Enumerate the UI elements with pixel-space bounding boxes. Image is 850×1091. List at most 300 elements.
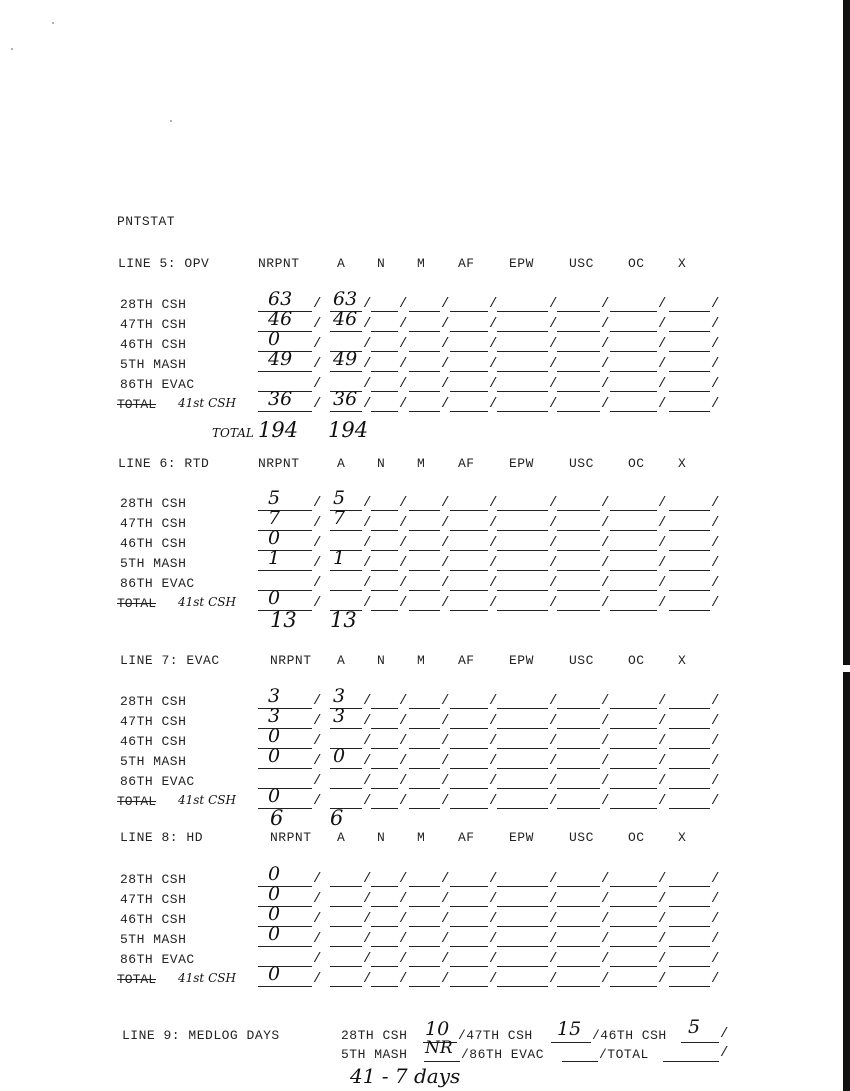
blank-separator: / <box>399 733 408 749</box>
entry-blank[interactable] <box>557 768 600 769</box>
entry-blank[interactable] <box>371 788 398 789</box>
entry-blank[interactable] <box>450 311 488 312</box>
entry-blank[interactable] <box>258 966 312 967</box>
entry-blank[interactable] <box>557 510 600 511</box>
row-unit: 5TH MASH <box>120 932 187 947</box>
entry-blank[interactable] <box>450 966 488 967</box>
entry-blank[interactable] <box>409 708 440 709</box>
entry-blank[interactable] <box>557 906 600 907</box>
blank-separator: / <box>711 316 720 332</box>
entry-blank[interactable] <box>330 768 362 769</box>
entry-blank[interactable] <box>371 886 398 887</box>
entry-blank[interactable] <box>258 570 312 571</box>
entry-blank[interactable] <box>610 728 657 729</box>
entry-nrpnt: 63 <box>268 288 293 310</box>
entry-blank[interactable] <box>669 530 710 531</box>
entry-blank[interactable] <box>610 906 657 907</box>
entry-blank[interactable] <box>669 570 710 571</box>
entry-blank[interactable] <box>371 768 398 769</box>
entry-blank[interactable] <box>371 331 398 332</box>
entry-blank[interactable] <box>409 311 440 312</box>
entry-blank[interactable] <box>557 808 600 809</box>
entry-blank[interactable] <box>409 768 440 769</box>
blank-separator: / <box>489 316 498 332</box>
entry-blank[interactable] <box>669 351 710 352</box>
entry-blank[interactable] <box>450 986 488 987</box>
entry-blank[interactable] <box>669 926 710 927</box>
entry-blank[interactable] <box>450 371 488 372</box>
column-header-oc: OC <box>628 830 645 845</box>
entry-blank[interactable] <box>557 788 600 789</box>
entry-blank[interactable] <box>610 550 657 551</box>
line9-28th-label: 28TH CSH <box>341 1028 408 1043</box>
entry-blank[interactable] <box>258 331 312 332</box>
entry-blank[interactable] <box>371 510 398 511</box>
entry-blank[interactable] <box>409 351 440 352</box>
entry-blank[interactable] <box>371 550 398 551</box>
entry-blank[interactable] <box>450 570 488 571</box>
entry-blank[interactable] <box>258 768 312 769</box>
blank-separator: / <box>601 336 610 352</box>
entry-blank[interactable] <box>669 986 710 987</box>
entry-blank[interactable] <box>409 590 440 591</box>
row-unit: 46TH CSH <box>120 337 187 352</box>
blank-separator: / <box>601 773 610 789</box>
blank-separator: / <box>489 931 498 947</box>
entry-blank[interactable] <box>450 946 488 947</box>
entry-blank[interactable] <box>258 906 312 907</box>
row-unit: 46TH CSH <box>120 912 187 927</box>
entry-blank[interactable] <box>258 926 312 927</box>
blank-separator: / <box>313 971 322 987</box>
entry-blank[interactable] <box>371 391 398 392</box>
entry-a: 36 <box>333 388 358 410</box>
blank-separator: / <box>363 396 372 412</box>
entry-blank[interactable] <box>557 728 600 729</box>
entry-blank[interactable] <box>371 926 398 927</box>
entry-blank[interactable] <box>610 966 657 967</box>
entry-blank[interactable] <box>610 708 657 709</box>
right-edge-bar <box>843 672 850 1091</box>
entry-blank[interactable] <box>450 906 488 907</box>
entry-blank[interactable] <box>409 331 440 332</box>
blank-separator: / <box>601 495 610 511</box>
blank-separator: / <box>489 356 498 372</box>
column-header-af: AF <box>458 456 475 471</box>
entry-blank[interactable] <box>669 311 710 312</box>
entry-blank[interactable] <box>610 788 657 789</box>
entry-nrpnt: 7 <box>268 507 281 529</box>
blank-separator: / <box>363 773 372 789</box>
entry-blank[interactable] <box>450 411 488 412</box>
entry-blank[interactable] <box>450 768 488 769</box>
entry-blank[interactable] <box>258 986 312 987</box>
entry-blank[interactable] <box>610 748 657 749</box>
entry-blank[interactable] <box>409 530 440 531</box>
entry-blank[interactable] <box>497 590 548 591</box>
column-header-epw: EPW <box>509 830 534 845</box>
blank-separator: / <box>601 515 610 531</box>
column-header-usc: USC <box>569 830 594 845</box>
entry-blank[interactable] <box>371 351 398 352</box>
blank-separator: / <box>313 396 322 412</box>
entry-blank[interactable] <box>557 371 600 372</box>
speck <box>52 22 54 24</box>
blank-separator: / <box>658 515 667 531</box>
entry-blank[interactable] <box>371 808 398 809</box>
entry-blank[interactable] <box>610 590 657 591</box>
entry-blank[interactable] <box>669 946 710 947</box>
entry-blank[interactable] <box>497 610 548 611</box>
entry-blank[interactable] <box>610 926 657 927</box>
blank-separator: / <box>313 376 322 392</box>
entry-blank[interactable] <box>450 351 488 352</box>
blank-separator: / <box>711 535 720 551</box>
row-unit: 47TH CSH <box>120 714 187 729</box>
entry-blank[interactable] <box>610 808 657 809</box>
entry-blank[interactable] <box>450 926 488 927</box>
blank-separator: / <box>601 971 610 987</box>
blank-separator: / <box>658 971 667 987</box>
column-header-usc: USC <box>569 653 594 668</box>
entry-blank[interactable] <box>557 966 600 967</box>
page-title: PNTSTAT <box>117 214 176 229</box>
entry-blank[interactable] <box>409 946 440 947</box>
speck <box>170 120 172 122</box>
entry-blank[interactable] <box>450 530 488 531</box>
entry-blank[interactable] <box>669 906 710 907</box>
entry-blank[interactable] <box>610 311 657 312</box>
entry-blank[interactable] <box>450 788 488 789</box>
entry-blank[interactable] <box>497 946 548 947</box>
entry-blank[interactable] <box>557 986 600 987</box>
entry-blank[interactable] <box>557 610 600 611</box>
entry-blank[interactable] <box>557 351 600 352</box>
blank-separator: / <box>549 595 558 611</box>
annotation-a-sum: 6 <box>330 806 344 830</box>
entry-blank[interactable] <box>258 530 312 531</box>
line9-46th-field[interactable] <box>681 1042 719 1043</box>
entry-blank[interactable] <box>669 391 710 392</box>
line9-28th-value: 10 <box>425 1018 450 1040</box>
entry-blank[interactable] <box>669 510 710 511</box>
entry-blank[interactable] <box>610 610 657 611</box>
entry-blank[interactable] <box>497 570 548 571</box>
entry-blank[interactable] <box>557 391 600 392</box>
entry-blank[interactable] <box>610 331 657 332</box>
blank-separator: / <box>399 971 408 987</box>
entry-blank[interactable] <box>497 906 548 907</box>
blank-separator: / <box>489 753 498 769</box>
blank-separator: / <box>399 793 408 809</box>
entry-blank[interactable] <box>557 311 600 312</box>
entry-blank[interactable] <box>610 946 657 947</box>
row-unit-handwritten: 41st CSH <box>178 396 236 410</box>
entry-blank[interactable] <box>330 590 362 591</box>
entry-blank[interactable] <box>669 708 710 709</box>
entry-blank[interactable] <box>450 708 488 709</box>
entry-blank[interactable] <box>497 966 548 967</box>
entry-blank[interactable] <box>497 510 548 511</box>
entry-blank[interactable] <box>497 926 548 927</box>
blank-separator: / <box>441 793 450 809</box>
entry-blank[interactable] <box>497 391 548 392</box>
entry-blank[interactable] <box>610 351 657 352</box>
blank-separator: / <box>549 495 558 511</box>
entry-blank[interactable] <box>409 391 440 392</box>
entry-blank[interactable] <box>409 808 440 809</box>
blank-separator: / <box>363 871 372 887</box>
column-header-epw: EPW <box>509 456 534 471</box>
entry-blank[interactable] <box>409 570 440 571</box>
entry-blank[interactable] <box>371 371 398 372</box>
blank-separator: / <box>658 316 667 332</box>
blank-separator: / <box>711 891 720 907</box>
entry-blank[interactable] <box>497 351 548 352</box>
entry-blank[interactable] <box>669 808 710 809</box>
annotation-total-label: TOTAL <box>212 426 254 440</box>
entry-blank[interactable] <box>669 610 710 611</box>
entry-blank[interactable] <box>669 590 710 591</box>
entry-blank[interactable] <box>610 768 657 769</box>
entry-blank[interactable] <box>371 946 398 947</box>
blank-separator: / <box>489 515 498 531</box>
entry-blank[interactable] <box>450 748 488 749</box>
entry-blank[interactable] <box>557 570 600 571</box>
entry-blank[interactable] <box>610 510 657 511</box>
entry-blank[interactable] <box>610 391 657 392</box>
entry-blank[interactable] <box>450 510 488 511</box>
entry-blank[interactable] <box>371 728 398 729</box>
entry-blank[interactable] <box>497 886 548 887</box>
entry-blank[interactable] <box>330 371 362 372</box>
entry-blank[interactable] <box>669 748 710 749</box>
entry-blank[interactable] <box>371 986 398 987</box>
entry-blank[interactable] <box>669 371 710 372</box>
entry-blank[interactable] <box>330 570 362 571</box>
entry-blank[interactable] <box>497 768 548 769</box>
entry-blank[interactable] <box>450 391 488 392</box>
entry-blank[interactable] <box>371 590 398 591</box>
entry-blank[interactable] <box>330 411 362 412</box>
entry-blank[interactable] <box>450 728 488 729</box>
entry-blank[interactable] <box>258 550 312 551</box>
entry-blank[interactable] <box>330 906 362 907</box>
entry-blank[interactable] <box>371 906 398 907</box>
entry-nrpnt: 0 <box>268 785 281 807</box>
entry-blank[interactable] <box>330 788 362 789</box>
entry-blank[interactable] <box>258 748 312 749</box>
entry-blank[interactable] <box>557 926 600 927</box>
entry-blank[interactable] <box>497 411 548 412</box>
blank-separator: / <box>711 911 720 927</box>
blank-separator: / <box>441 693 450 709</box>
entry-blank[interactable] <box>610 411 657 412</box>
entry-blank[interactable] <box>450 886 488 887</box>
blank-separator: / <box>363 336 372 352</box>
entry-blank[interactable] <box>497 371 548 372</box>
blank-separator: / <box>658 535 667 551</box>
entry-blank[interactable] <box>258 946 312 947</box>
blank-separator: / <box>489 555 498 571</box>
blank-separator: / <box>601 931 610 947</box>
line9-86th-field[interactable] <box>562 1061 598 1062</box>
row-unit-handwritten: 41st CSH <box>178 595 236 609</box>
entry-blank[interactable] <box>409 966 440 967</box>
entry-blank[interactable] <box>409 906 440 907</box>
blank-separator: / <box>658 296 667 312</box>
entry-blank[interactable] <box>669 728 710 729</box>
entry-blank[interactable] <box>450 550 488 551</box>
entry-blank[interactable] <box>371 610 398 611</box>
entry-blank[interactable] <box>409 886 440 887</box>
entry-blank[interactable] <box>669 331 710 332</box>
entry-blank[interactable] <box>371 966 398 967</box>
entry-blank[interactable] <box>409 926 440 927</box>
entry-blank[interactable] <box>258 371 312 372</box>
entry-blank[interactable] <box>330 966 362 967</box>
line9-47th-field[interactable] <box>551 1042 591 1043</box>
entry-blank[interactable] <box>258 510 312 511</box>
blank-separator: / <box>658 793 667 809</box>
entry-blank[interactable] <box>669 768 710 769</box>
entry-blank[interactable] <box>409 748 440 749</box>
entry-blank[interactable] <box>409 550 440 551</box>
entry-blank[interactable] <box>497 986 548 987</box>
blank-separator: / <box>601 753 610 769</box>
blank-separator: / <box>363 575 372 591</box>
blank-separator: / <box>711 693 720 709</box>
blank-separator: / <box>549 296 558 312</box>
entry-blank[interactable] <box>371 708 398 709</box>
entry-nrpnt: 1 <box>268 547 281 569</box>
line9-5th-value: NR <box>425 1038 453 1058</box>
entry-blank[interactable] <box>258 788 312 789</box>
blank-separator: / <box>363 376 372 392</box>
entry-blank[interactable] <box>330 728 362 729</box>
entry-blank[interactable] <box>669 788 710 789</box>
entry-blank[interactable] <box>330 926 362 927</box>
blank-separator: / <box>601 951 610 967</box>
entry-blank[interactable] <box>557 748 600 749</box>
entry-blank[interactable] <box>450 590 488 591</box>
blank-separator: / <box>313 773 322 789</box>
entry-blank[interactable] <box>557 550 600 551</box>
blank-separator: / <box>489 495 498 511</box>
blank-separator: / <box>363 595 372 611</box>
entry-blank[interactable] <box>371 411 398 412</box>
blank-separator: / <box>658 555 667 571</box>
column-header-af: AF <box>458 653 475 668</box>
entry-blank[interactable] <box>610 371 657 372</box>
entry-blank[interactable] <box>258 886 312 887</box>
entry-blank[interactable] <box>557 331 600 332</box>
entry-blank[interactable] <box>557 886 600 887</box>
entry-blank[interactable] <box>497 728 548 729</box>
entry-blank[interactable] <box>409 728 440 729</box>
blank-separator: / <box>549 971 558 987</box>
entry-blank[interactable] <box>497 331 548 332</box>
blank-separator: / <box>489 891 498 907</box>
blank-separator: / <box>313 951 322 967</box>
entry-blank[interactable] <box>409 510 440 511</box>
entry-blank[interactable] <box>330 331 362 332</box>
entry-blank[interactable] <box>557 946 600 947</box>
entry-blank[interactable] <box>669 550 710 551</box>
entry-blank[interactable] <box>258 808 312 809</box>
blank-separator: / <box>489 971 498 987</box>
entry-blank[interactable] <box>450 331 488 332</box>
entry-blank[interactable] <box>450 808 488 809</box>
entry-blank[interactable] <box>557 530 600 531</box>
entry-blank[interactable] <box>258 728 312 729</box>
entry-blank[interactable] <box>610 886 657 887</box>
entry-blank[interactable] <box>258 590 312 591</box>
entry-blank[interactable] <box>409 788 440 789</box>
entry-blank[interactable] <box>330 530 362 531</box>
entry-blank[interactable] <box>450 610 488 611</box>
entry-blank[interactable] <box>557 708 600 709</box>
blank-separator: / <box>489 793 498 809</box>
entry-blank[interactable] <box>371 748 398 749</box>
entry-blank[interactable] <box>669 411 710 412</box>
line9-total-field[interactable] <box>663 1061 719 1062</box>
entry-blank[interactable] <box>409 610 440 611</box>
entry-blank[interactable] <box>409 411 440 412</box>
blank-separator: / <box>489 296 498 312</box>
entry-blank[interactable] <box>371 530 398 531</box>
column-header-n: N <box>377 830 386 845</box>
entry-blank[interactable] <box>409 986 440 987</box>
entry-blank[interactable] <box>497 788 548 789</box>
blank-separator: / <box>399 693 408 709</box>
blank-separator: / <box>313 693 322 709</box>
entry-blank[interactable] <box>330 946 362 947</box>
entry-blank[interactable] <box>497 748 548 749</box>
row-unit: 86TH EVAC <box>120 377 195 392</box>
entry-blank[interactable] <box>497 708 548 709</box>
blank-separator: / <box>489 575 498 591</box>
entry-blank[interactable] <box>610 986 657 987</box>
row-unit: 47TH CSH <box>120 892 187 907</box>
entry-blank[interactable] <box>409 371 440 372</box>
entry-blank[interactable] <box>258 708 312 709</box>
blank-separator: / <box>489 911 498 927</box>
entry-blank[interactable] <box>610 530 657 531</box>
row-unit: 28TH CSH <box>120 694 187 709</box>
entry-blank[interactable] <box>557 590 600 591</box>
entry-blank[interactable] <box>497 311 548 312</box>
entry-blank[interactable] <box>610 570 657 571</box>
entry-blank[interactable] <box>669 966 710 967</box>
entry-blank[interactable] <box>497 550 548 551</box>
blank-separator: / <box>658 911 667 927</box>
row-unit: 86TH EVAC <box>120 952 195 967</box>
entry-blank[interactable] <box>497 808 548 809</box>
entry-blank[interactable] <box>371 570 398 571</box>
line9-5th-field[interactable] <box>424 1061 460 1062</box>
row-unit-handwritten: 41st CSH <box>178 793 236 807</box>
entry-blank[interactable] <box>669 886 710 887</box>
entry-blank[interactable] <box>330 886 362 887</box>
entry-blank[interactable] <box>258 411 312 412</box>
entry-blank[interactable] <box>497 530 548 531</box>
blank-separator: / <box>489 713 498 729</box>
entry-blank[interactable] <box>557 411 600 412</box>
entry-blank[interactable] <box>330 986 362 987</box>
column-header-usc: USC <box>569 456 594 471</box>
entry-blank[interactable] <box>371 311 398 312</box>
